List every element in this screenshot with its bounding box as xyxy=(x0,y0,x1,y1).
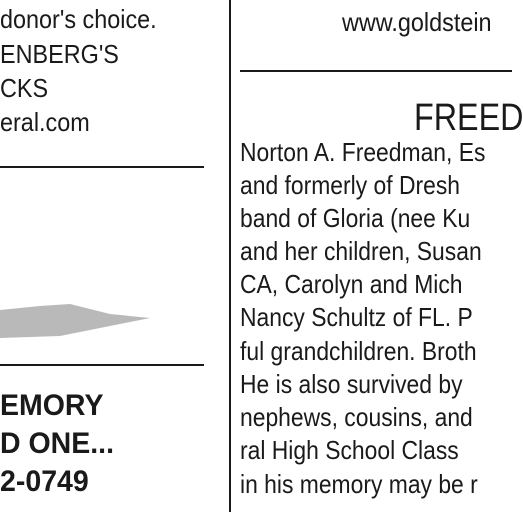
left-column xyxy=(0,0,204,512)
obituary-line: band of Gloria (nee Ku xyxy=(240,203,471,233)
left-text-line: donor's choice. xyxy=(0,4,157,34)
obituary-heading: FREED xyxy=(414,97,523,139)
obituary-line: in his memory may be r xyxy=(240,469,478,499)
left-divider xyxy=(0,166,204,168)
obituary-line: Norton A. Freedman, Es xyxy=(240,137,486,167)
obituary-line: He is also survived by xyxy=(240,369,463,399)
obituary-line: Nancy Schultz of FL. P xyxy=(240,302,473,332)
memory-text-line: 2-0749 xyxy=(0,465,89,498)
website-url[interactable]: www.goldstein xyxy=(342,7,492,37)
left-text-line: eral.com xyxy=(0,107,90,137)
right-divider xyxy=(240,70,512,72)
obituary-line: and her children, Susan xyxy=(240,236,482,266)
obituary-line: ral High School Class xyxy=(240,435,459,465)
obituary-line: CA, Carolyn and Mich xyxy=(240,269,463,299)
left-divider xyxy=(0,364,204,366)
obituary-line: and formerly of Dresh xyxy=(240,170,460,200)
memory-text-line: EMORY xyxy=(0,389,104,422)
left-text-line: CKS xyxy=(0,73,49,103)
obituary-line: nephews, cousins, and xyxy=(240,402,473,432)
left-text-line: ENBERG'S xyxy=(0,39,119,69)
ad-graphic-fragment xyxy=(0,296,160,342)
obituary-line: ful grandchildren. Broth xyxy=(240,336,477,366)
column-rule xyxy=(229,0,231,512)
memory-text-line: D ONE... xyxy=(0,427,115,460)
right-column xyxy=(240,0,523,512)
